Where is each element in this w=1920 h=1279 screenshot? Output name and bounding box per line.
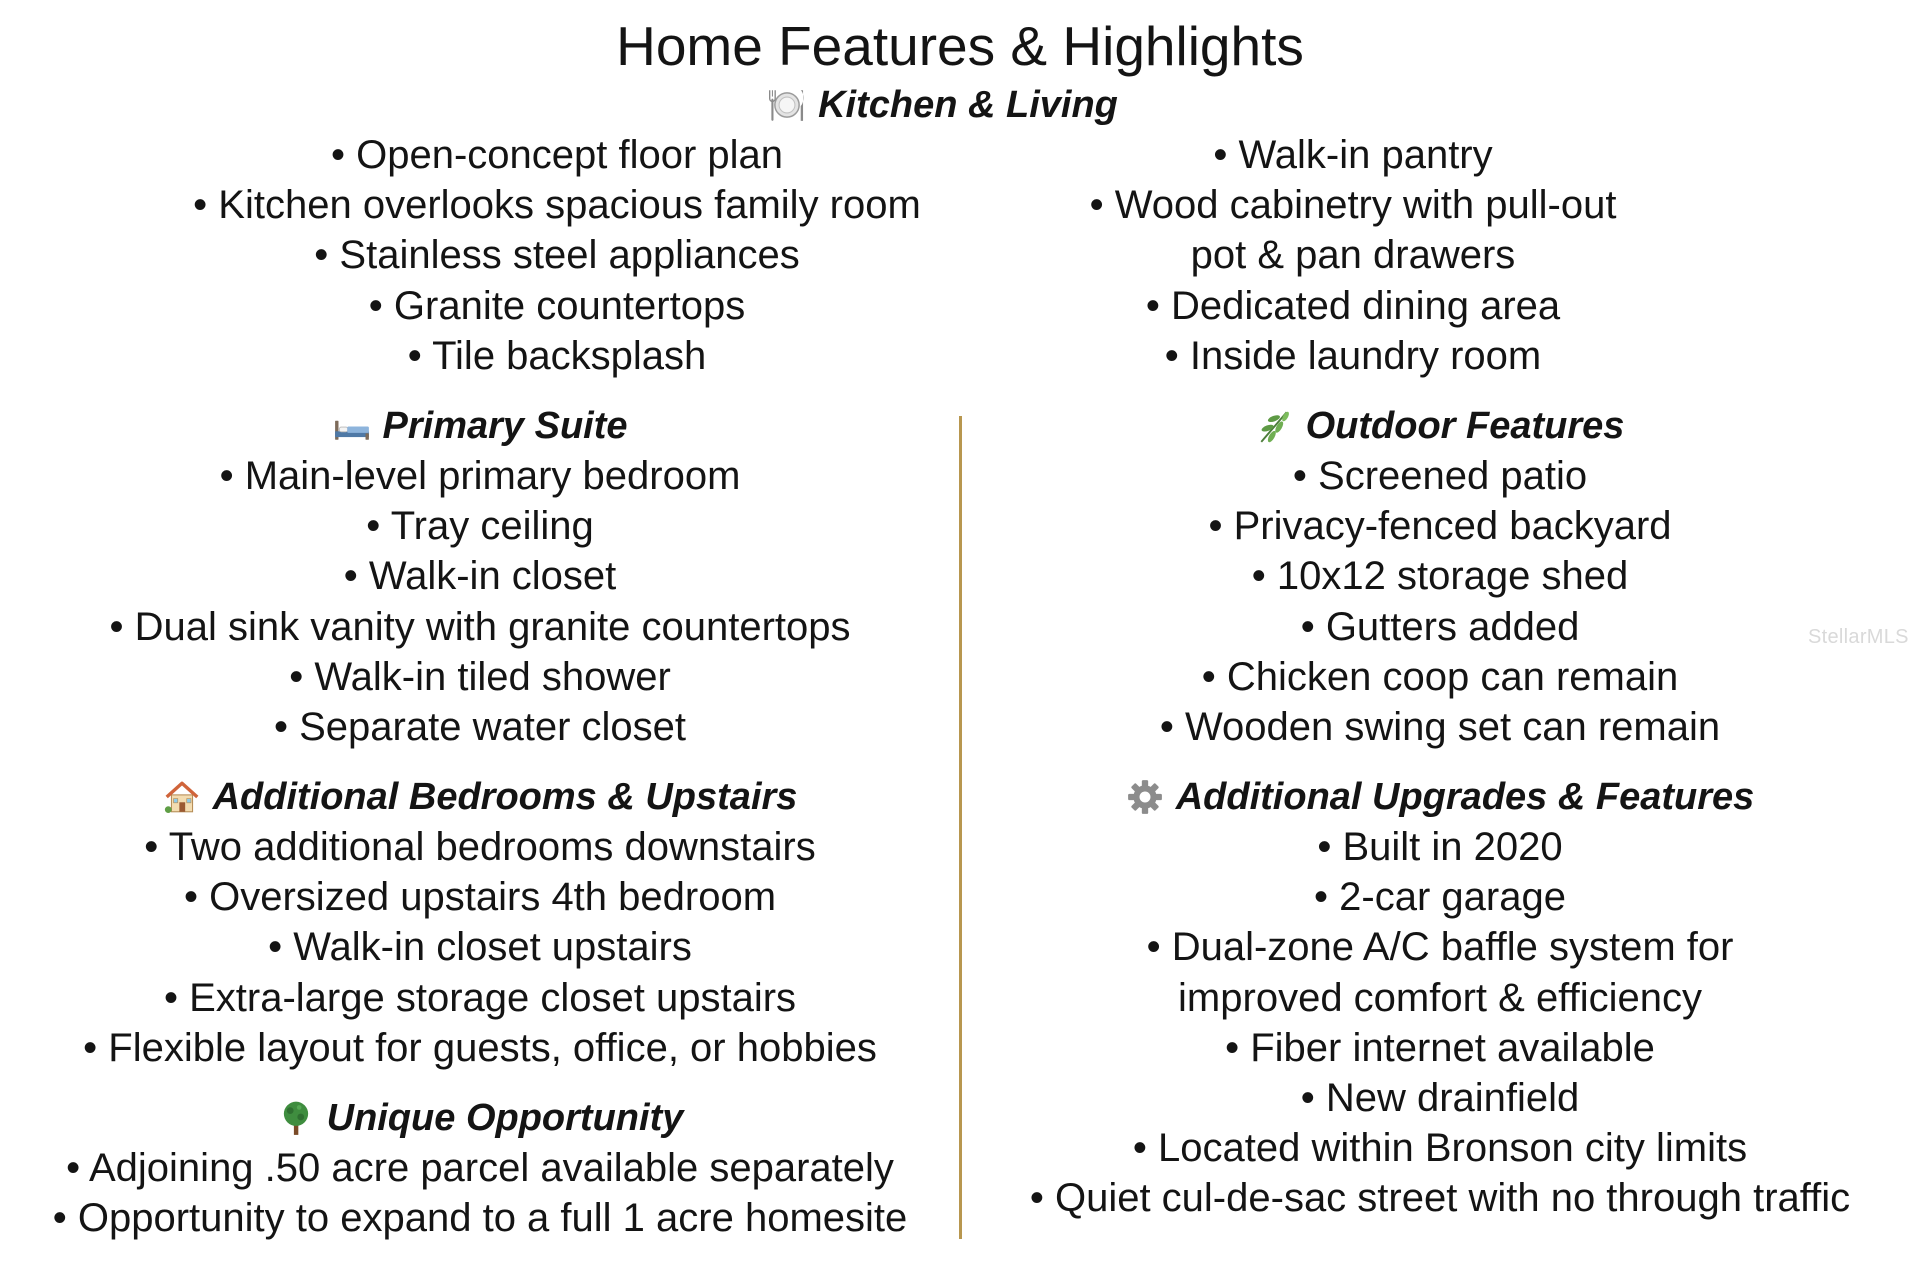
feature-item: • 2-car garage [990,872,1890,922]
feature-item: • Opportunity to expand to a full 1 acre homesite [30,1193,930,1243]
feature-item: • Separate water closet [30,702,930,752]
primary-suite-heading [80,401,880,451]
additional-upgrades-title: Additional Upgrades & Features [1175,775,1755,818]
bed-icon [333,407,371,445]
unique-opportunity-title: Unique Opportunity [326,1096,684,1139]
feature-item: • Located within Bronson city limits [990,1123,1890,1173]
feature-item: • Adjoining .50 acre parcel available separately [30,1143,930,1193]
feature-item: • Extra-large storage closet upstairs [30,973,930,1023]
feature-item: • Walk-in pantry [953,130,1753,180]
additional-upgrades-list [990,822,1890,1224]
feature-item: • Wood cabinetry with pull-out pot & pan drawers [953,180,1753,280]
plate-cutlery-icon [768,86,806,124]
feature-item: • Tile backsplash [107,331,1007,381]
kitchen-living-right-list [953,130,1753,381]
feature-item: • Screened patio [990,451,1890,501]
primary-suite-title: Primary Suite [382,404,628,447]
feature-item: • Kitchen overlooks spacious family room [107,180,1007,230]
additional-bedrooms-list [30,822,930,1073]
additional-upgrades-heading [1040,772,1840,822]
primary-suite-list [30,451,930,752]
page-title: Home Features & Highlights [616,15,1304,77]
feature-item: • Main-level primary bedroom [30,451,930,501]
outdoor-features-list [990,451,1890,752]
herb-icon [1256,407,1294,445]
feature-item: • Walk-in tiled shower [30,652,930,702]
feature-item: • Chicken coop can remain [990,652,1890,702]
feature-item: • Flexible layout for guests, office, or hobbies [30,1023,930,1073]
feature-item: • Built in 2020 [990,822,1890,872]
tree-icon [277,1099,315,1137]
feature-item: • Privacy-fenced backyard [990,501,1890,551]
unique-opportunity-heading [80,1093,880,1143]
additional-bedrooms-heading [80,772,880,822]
house-icon [163,778,201,816]
feature-item: • Tray ceiling [30,501,930,551]
feature-item: • 10x12 storage shed [990,551,1890,601]
feature-item: • Oversized upstairs 4th bedroom [30,872,930,922]
additional-bedrooms-title: Additional Bedrooms & Upstairs [212,775,798,818]
feature-item: • Stainless steel appliances [107,230,1007,280]
feature-item: • Open-concept floor plan [107,130,1007,180]
column-divider [959,416,962,1239]
feature-item: • Gutters added [990,602,1890,652]
feature-item: • Walk-in closet upstairs [30,922,930,972]
feature-item: • Walk-in closet [30,551,930,601]
feature-item: • Inside laundry room [953,331,1753,381]
feature-item: • Two additional bedrooms downstairs [30,822,930,872]
outdoor-features-heading [1040,401,1840,451]
feature-item: • New drainfield [990,1073,1890,1123]
gear-icon [1126,778,1164,816]
kitchen-living-left-list [107,130,1007,381]
feature-item: • Granite countertops [107,281,1007,331]
feature-item: • Dual sink vanity with granite countertops [30,602,930,652]
watermark: StellarMLS [1808,626,1909,648]
kitchen-living-title: Kitchen & Living [818,83,1118,126]
feature-item: • Fiber internet available [990,1023,1890,1073]
kitchen-living-heading [543,80,1343,130]
outdoor-features-title: Outdoor Features [1305,404,1625,447]
feature-item: • Quiet cul-de-sac street with no through traffic [990,1173,1890,1223]
feature-item: • Wooden swing set can remain [990,702,1890,752]
feature-item: • Dedicated dining area [953,281,1753,331]
unique-opportunity-list [30,1143,930,1243]
feature-item: • Dual-zone A/C baffle system for improved comfort & efficiency [990,922,1890,1022]
